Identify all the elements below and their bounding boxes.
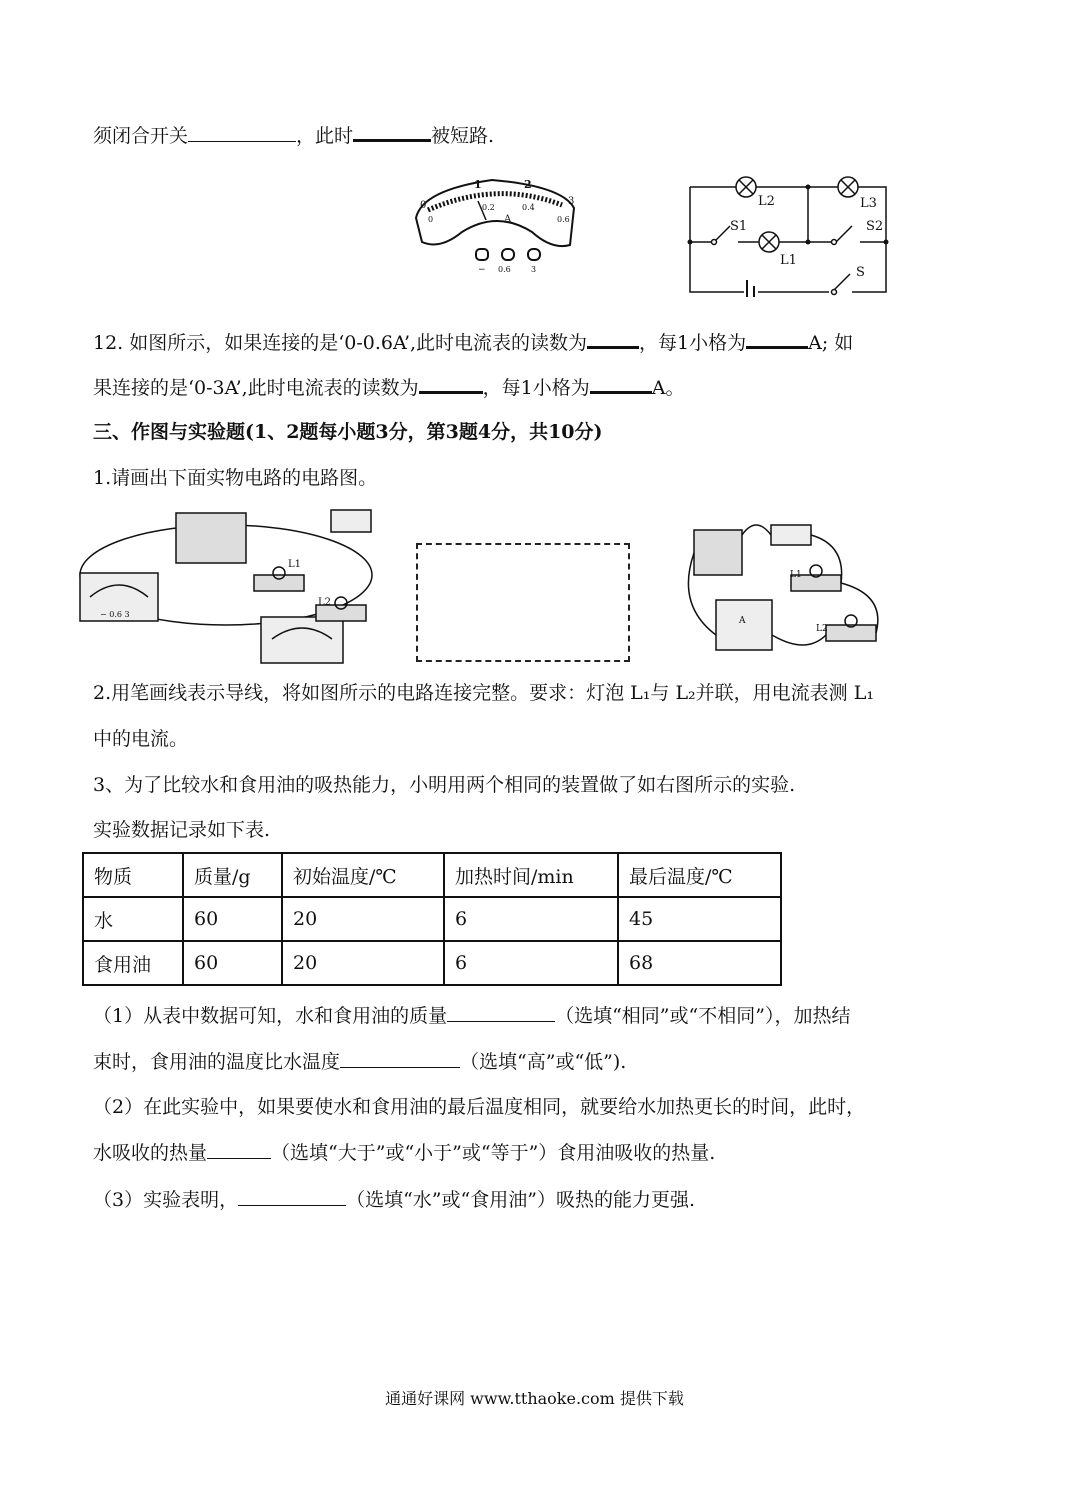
scale-label: 2 (524, 178, 532, 191)
label-l1: L1 (288, 559, 302, 570)
text: A; 如 (808, 332, 854, 354)
text: ，此时 (296, 125, 354, 147)
answer-blank[interactable] (353, 121, 431, 142)
text: ，每1小格为 (639, 332, 747, 354)
label-l1: L1 (780, 253, 797, 268)
text: ，每1小格为 (482, 377, 590, 399)
text: A。 (651, 377, 685, 399)
text: （3）实验表明， (93, 1189, 239, 1211)
answer-blank[interactable] (746, 328, 808, 349)
cell: 6 (444, 897, 618, 941)
label-l2: L2 (318, 597, 332, 608)
cell: 20 (282, 941, 444, 985)
sub-question-2-line1: （2）在此实验中，如果要使水和食用油的最后温度相同，就要给水加热更长的时间，此时， (93, 1096, 866, 1118)
scale-label: 0.6 (557, 215, 570, 224)
scale-label: 0.4 (522, 203, 535, 212)
text: 水吸收的热量 (93, 1142, 208, 1164)
answer-blank[interactable] (340, 1049, 460, 1068)
table-header-row (83, 853, 781, 897)
text: （选填“大于”或“小于”或“等于”）食用油吸收的热量. (271, 1142, 716, 1164)
cell: 60 (183, 897, 282, 941)
label-l1: L1 (790, 570, 802, 580)
cell: 60 (183, 941, 282, 985)
label-s: S (856, 265, 865, 280)
problem-3-line2: 实验数据记录如下表. (93, 819, 271, 841)
table-row (83, 897, 781, 941)
cell: 水 (83, 897, 183, 941)
ammeter-figure (412, 170, 582, 275)
terminal-label: − (478, 265, 486, 275)
header-cell: 物质 (83, 853, 183, 897)
cell: 45 (618, 897, 781, 941)
physical-circuit-2 (676, 515, 896, 660)
sub-question-1-line2 (93, 1049, 626, 1074)
text: 束时，食用油的温度比水温度 (93, 1051, 341, 1073)
answer-blank[interactable] (188, 123, 296, 142)
cell: 6 (444, 941, 618, 985)
answer-blank[interactable] (238, 1187, 346, 1206)
ammeter-terminals: − 0.6 3 (100, 610, 130, 619)
label-s2: S2 (866, 219, 884, 234)
text: （选填“相同”或“不相同”），加热结 (555, 1005, 851, 1027)
table-row (83, 941, 781, 985)
answer-blank[interactable] (447, 1003, 555, 1022)
label-l2: L2 (758, 194, 775, 209)
problem-3-line1: 3、为了比较水和食用油的吸热能力，小明用两个相同的装置做了如右图所示的实验. (93, 774, 796, 796)
scale-label: 3 (568, 196, 575, 207)
text: （选填“高”或“低”). (460, 1051, 627, 1073)
footer: 通通好课网 www.tthaoke.com 提供下载 (385, 1389, 684, 1408)
sub-question-1-line1 (93, 1003, 850, 1028)
text: 被短路. (431, 125, 495, 147)
physical-circuit-1 (76, 505, 406, 665)
terminal-label: 3 (531, 265, 537, 274)
header-cell: 最后温度/℃ (618, 853, 781, 897)
scale-label: 0 (420, 200, 427, 211)
text: 12. 如图所示，如果连接的是‘0-0.6A’,此时电流表的读数为 (93, 332, 588, 354)
data-table (82, 852, 782, 986)
label-l3: L3 (860, 196, 877, 211)
label-l2: L2 (816, 624, 828, 634)
problem-2-line2: 中的电流。 (93, 728, 189, 750)
problem-1: 1.请画出下面实物电路的电路图。 (93, 467, 378, 489)
scale-label: 0.2 (482, 203, 495, 212)
header-cell: 质量/g (183, 853, 282, 897)
scale-label: 0 (428, 215, 434, 224)
text: （选填“水”或“食用油”）吸热的能力更强. (346, 1189, 695, 1211)
text: 果连接的是‘0-3A’,此时电流表的读数为 (93, 377, 419, 399)
q12-line2 (93, 373, 684, 400)
unit-label: A (504, 214, 512, 225)
sub-question-2-line2 (93, 1140, 715, 1165)
answer-blank[interactable] (590, 373, 652, 394)
scale-label: 1 (474, 178, 482, 191)
section-heading: 三、作图与实验题(1、2题每小题3分，第3题4分，共10分) (93, 421, 603, 443)
cell: 食用油 (83, 941, 183, 985)
answer-blank[interactable] (419, 373, 483, 394)
problem-2-line1: 2.用笔画线表示导线，将如图所示的电路连接完整。要求：灯泡 L₁与 L₂并联，用电流表测 L₁ (93, 682, 874, 704)
answer-blank[interactable] (207, 1140, 271, 1159)
sub-question-3 (93, 1187, 695, 1212)
terminal-label: 0.6 (498, 265, 511, 274)
header-cell: 加热时间/min (444, 853, 618, 897)
q12-line1 (93, 328, 853, 355)
q11-tail (93, 121, 494, 148)
header-cell: 初始温度/℃ (282, 853, 444, 897)
answer-blank[interactable] (587, 328, 639, 349)
label-s1: S1 (730, 219, 748, 234)
ammeter-unit: A (739, 616, 746, 626)
text: （1）从表中数据可知，水和食用油的质量 (93, 1005, 448, 1027)
drawing-box[interactable] (416, 543, 630, 662)
cell: 68 (618, 941, 781, 985)
circuit-diagram (684, 172, 894, 297)
text: 须闭合开关 (93, 125, 189, 147)
cell: 20 (282, 897, 444, 941)
